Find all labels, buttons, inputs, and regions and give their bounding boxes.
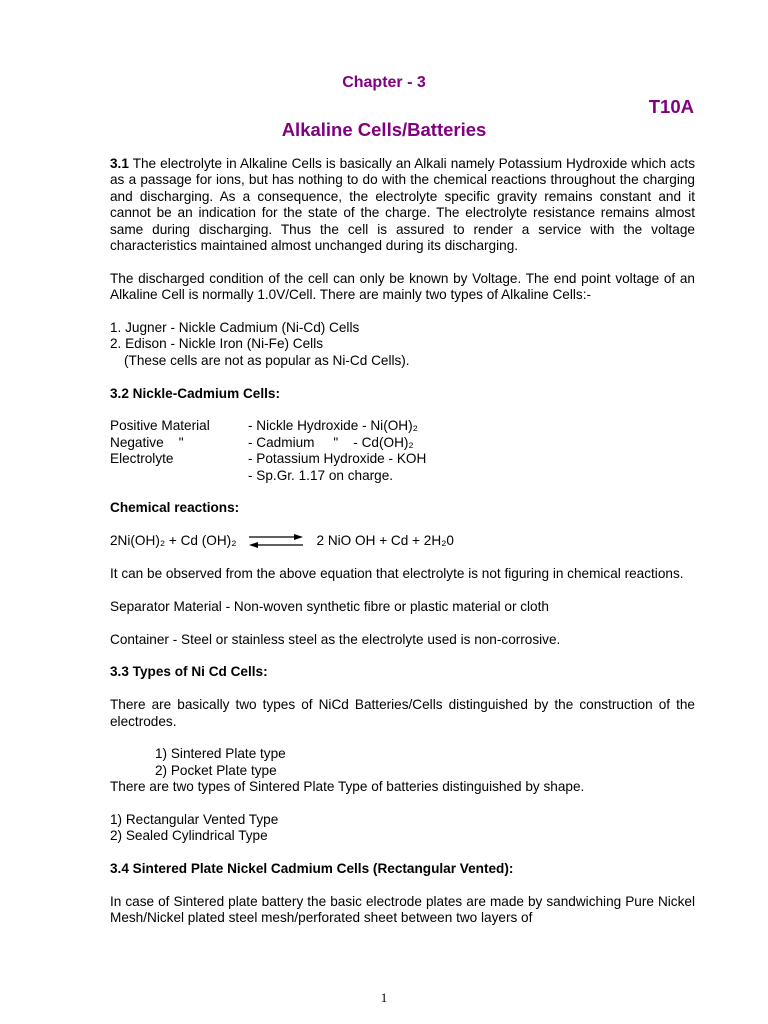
cell-type-item: 2. Edison - Nickle Iron (Ni-Fe) Cells [110,336,324,352]
section-heading-types: 3.3 Types of Ni Cd Cells: [110,664,268,680]
material-row [110,435,695,451]
material-value: - Potassium Hydroxide - KOH [248,451,427,467]
types-paragraph: There are basically two types of NiCd Batteries/Cells distinguished by the construction of the electrodes. [110,697,695,729]
section-number: 3.1 [110,156,129,171]
material-key: Negative " [110,434,184,450]
shape-item: 1) Rectangular Vented Type [110,812,279,828]
section-heading-nicd: 3.2 Nickle-Cadmium Cells: [110,385,280,401]
intro-text: The electrolyte in Alkaline Cells is basically an Alkali namely Potassium Hydroxide which acts as a passage for ions, but has nothing to do with the chemical reactions throughout the charging and discharging. As a consequence, the electrolyte specific gravity remains constant and it cannot be an indication for the state of the charge. The electrolyte resistance remains almost same during discharging. Thus the cell is assured to render a service with the voltage characteristics maintained almost unchanged during its discharging. [110,156,695,254]
page-number: 1 [380,990,388,1005]
cell-type-note: (These cells are not as popular as Ni-Cd Cells). [124,352,410,368]
separator-paragraph: Separator Material - Non-woven synthetic fibre or plastic material or cloth [110,598,549,614]
document-body [110,156,695,927]
equation-left: 2Ni(OH)₂ + Cd (OH)₂ [110,533,237,549]
observation-paragraph: It can be observed from the above equation that electrolyte is not figuring in chemical reactions. [110,566,684,582]
shapes-paragraph: There are two types of Sintered Plate Type of batteries distinguished by shape. [110,779,585,795]
plate-type-item: 1) Sintered Plate type [155,746,286,762]
equilibrium-arrows-icon [247,533,305,549]
material-key: Electrolyte [110,451,174,467]
material-key [110,468,248,484]
material-key: Positive Material [110,418,210,434]
material-row [110,418,695,434]
equation-right: 2 NiO OH + Cd + 2H₂0 [316,533,454,549]
intro-paragraph [110,156,695,254]
material-row [110,468,695,484]
material-value: - Nickle Hydroxide - Ni(OH)₂ [248,418,418,434]
shape-item: 2) Sealed Cylindrical Type [110,828,268,844]
reactions-heading: Chemical reactions: [110,500,240,516]
chemical-equation [110,533,695,549]
discharge-paragraph: The discharged condition of the cell can only be known by Voltage. The end point voltage of an Alkaline Cell is normally 1.0V/Cell. There are mainly two types of Alkaline Cells:- [110,270,695,303]
chapter-heading: Chapter - 3 [342,74,426,91]
section-heading-sintered: 3.4 Sintered Plate Nickel Cadmium Cells (Rectangular Vented): [110,861,514,877]
material-row [110,451,695,467]
cell-type-item: 1. Jugner - Nickle Cadmium (Ni-Cd) Cells [110,320,360,336]
material-value: - Sp.Gr. 1.17 on charge. [248,467,394,483]
plate-type-item: 2) Pocket Plate type [155,762,277,778]
material-value: - Cadmium " - Cd(OH)₂ [248,434,414,450]
document-code: T10A [648,96,694,117]
container-paragraph: Container - Steel or stainless steel as the electrolyte used is non-corrosive. [110,631,561,647]
sintered-paragraph: In case of Sintered plate battery the basic electrode plates are made by sandwiching Pure Nickel Mesh/Nickel plated steel mesh/perforated sheet between two layers of [110,894,695,926]
page-title: Alkaline Cells/Batteries [281,119,487,140]
